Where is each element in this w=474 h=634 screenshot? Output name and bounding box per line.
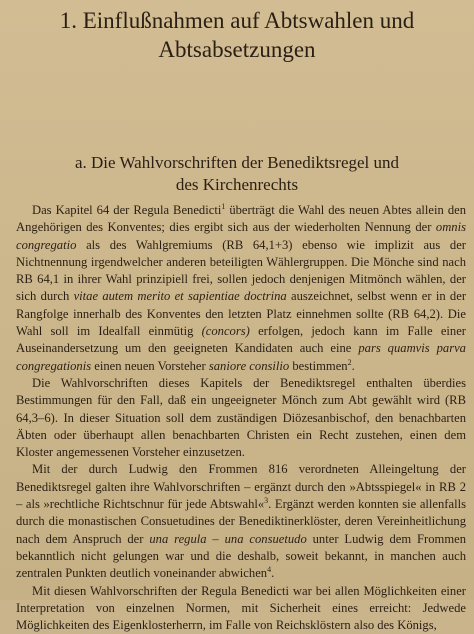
paragraph-1: Das Kapitel 64 der Regula Benedicti$^1$ überträgt die Wahl des neuen Abtes allein den Angehörigen des Konventes; dies ergibt sich aus der wiederholten Nennung der omnis congregatio als des Wahlgremiums (RB 64,1+3) ebenso wie implizit aus der Nichtnennung irgendwelcher anderen beteiligten Wählergruppen. Die Mönche sind nach RB 64,1 in ihrer Wahl prinzipiell frei, sollen jedoch denjenigen Mitmönch wählen, der sich durch vitae autem merito et sapientiae doctrina auszeichnet, selbst wenn er in der Rangfolge innerhalb des Konventes den letzten Platz einnehmen sollte (RB 64,2). Die Wahl soll im Idealfall einmütig (concors) erfolgen, jedoch kann im Falle einer Auseinandersetzung um den geeigneten Kandidaten auch eine pars quamvis parva congregationis einen neuen Vorsteher saniore consilio bestimmen$^2$. <box>16 201 467 373</box>
paragraph-4: Mit diesen Wahlvorschriften der Regula Benedicti war bei allen Möglichkeiten einer Interpretation von einzelnen Normen, mit Sicherheit eines erreicht: Jedwede Möglichkeiten des Eigenklosterherrn, im Falle von Reichsklöstern also des Königs, <box>16 583 466 633</box>
chapter-title <box>0 6 474 64</box>
section-title-line-2: des Kirchenrechts <box>175 175 299 194</box>
footnote-marker: 4 <box>267 565 272 575</box>
chapter-title-line-2: Abtsabsetzungen <box>158 37 316 62</box>
paragraph-2: Die Wahlvorschriften dieses Kapitels der Benediktsregel enthalten überdies Bestimmungen für den Fall, daß ein ungeeigneter Mönch zum Abt gewählt wird (RB 64,3–6). In dieser Situation soll dem zuständigen Diözesanbischof, den benachbarten Äbten oder überhaupt allen benachbarten Christen ein Recht zustehen, einen dem Kloster angemessenen Vorsteher einzusetzen. <box>16 375 466 460</box>
footnote-marker: 1 <box>221 201 226 211</box>
section-title <box>0 152 474 196</box>
section-title-line-1: a. Die Wahlvorschriften der Benediktsregel und <box>74 153 400 172</box>
paragraph-3: Mit der durch Ludwig den Frommen 816 verordneten Alleingeltung der Benediktsregel galten ihre Wahlvorschriften – ergänzt durch den »Abtsspiegel« in RB 2 – als »rechtliche Richtschnur für jede Abtswahl«$^3$. Ergänzt werden konnten sie allenfalls durch die monastischen Consuetudines der Benediktinerklöster, deren Vereinheitlichung nach dem Anspruch der una regula – una consuetudo unter Ludwig dem Frommen bekanntlich nicht gelungen war und die deshalb, soweit bekannt, in manchen auch zentralen Punkten deutlich voneinander abwichen$^4$. <box>16 462 466 581</box>
footnote-marker: 2 <box>347 357 352 367</box>
chapter-title-line-1: 1. Einflußnahmen auf Abtswahlen und <box>59 8 415 33</box>
footnote-marker: 3 <box>264 495 269 505</box>
body-text <box>16 202 466 634</box>
